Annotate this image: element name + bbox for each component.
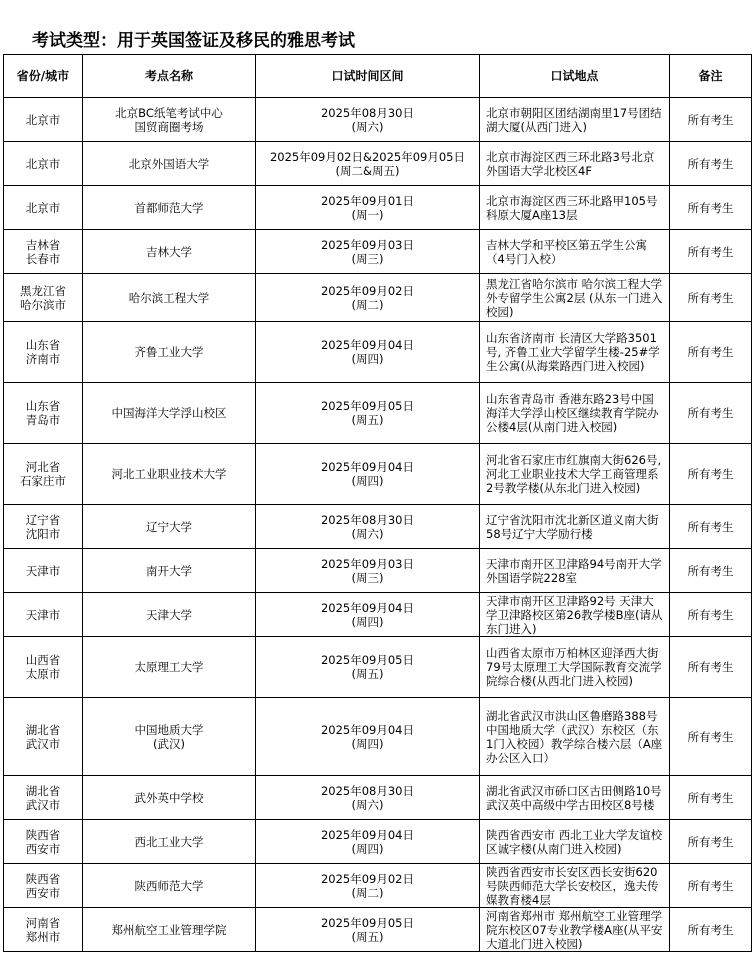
table-row [4, 908, 752, 952]
time-cell [256, 593, 480, 637]
venue-cell [83, 322, 256, 383]
time-cell [256, 322, 480, 383]
venue-cell [83, 908, 256, 952]
table-row [4, 230, 752, 274]
table-row [4, 142, 752, 186]
location-cell: 河南省郑州市 郑州航空工业管理学院东校区07专业教学楼A座(从平安大道北门进入校园) [480, 908, 670, 952]
time-cell [256, 637, 480, 698]
city-cell-line: 山西省 [25, 653, 61, 667]
table-row [4, 274, 752, 322]
time-cell-line: (周四) [351, 474, 384, 488]
time-cell [256, 549, 480, 593]
venue-cell-line: 陕西师范大学 [134, 878, 204, 893]
table-row [4, 186, 752, 230]
venue-cell [83, 864, 256, 908]
venue-cell-line: 中国地质大学 [134, 722, 204, 737]
venue-cell-line: (武汉) [153, 736, 185, 751]
time-cell-line: (周四) [351, 736, 384, 751]
venue-cell-line: 中国海洋大学浮山校区 [111, 406, 227, 420]
city-cell [4, 383, 83, 444]
time-cell-line: 2025年09月04日 [320, 338, 415, 352]
time-cell-line: 2025年09月02日 [320, 871, 415, 886]
time-cell-line: (周四) [351, 841, 384, 856]
city-cell [4, 505, 83, 549]
time-cell [256, 505, 480, 549]
city-cell-line: 西安市 [25, 841, 61, 856]
remarks-cell: 所有考生 [670, 274, 752, 322]
venue-cell [83, 549, 256, 593]
time-cell [256, 98, 480, 142]
venue-cell-line: 北京BC纸笔考试中心 [115, 105, 223, 120]
time-cell-line: (周五) [351, 929, 384, 944]
location-cell: 河北省石家庄市红旗南大街626号,河北工业职业技术大学工商管理系2号教学楼(从东北门进入校园) [480, 444, 670, 505]
city-cell [4, 98, 83, 142]
city-cell-line: 北京市 [25, 156, 61, 171]
city-cell [4, 186, 83, 230]
time-cell-line: (周二&周五) [335, 163, 400, 178]
time-cell-line: 2025年09月01日 [320, 193, 415, 208]
location-cell: 湖北省武汉市硚口区古田侧路10号武汉英中高级中学古田校区8号楼 [480, 776, 670, 820]
location-cell: 陕西省西安市长安区西长安街620号陕西师范大学长安校区，逸夫传媒教育楼4层 [480, 864, 670, 908]
venue-cell [83, 230, 256, 274]
city-cell [4, 142, 83, 186]
table-row [4, 505, 752, 549]
location-cell: 辽宁省沈阳市沈北新区道义南大街58号辽宁大学励行楼 [480, 505, 670, 549]
city-cell [4, 593, 83, 637]
time-cell [256, 698, 480, 776]
time-cell [256, 186, 480, 230]
header-province-city: 省份/城市 [4, 55, 83, 98]
location-cell: 天津市南开区卫津路94号南开大学外国语学院228室 [480, 549, 670, 593]
table-row [4, 820, 752, 864]
remarks-cell: 所有考生 [670, 505, 752, 549]
venue-cell-line: 武外英中学校 [134, 790, 204, 805]
remarks-cell: 所有考生 [670, 864, 752, 908]
venue-cell [83, 444, 256, 505]
location-cell: 吉林大学和平校区第五学生公寓（4号门入校） [480, 230, 670, 274]
header-speaking-time: 口试时间区间 [256, 55, 480, 98]
city-cell-line: 黑龙江省 [20, 283, 66, 298]
table-row [4, 444, 752, 505]
time-cell-line: (周五) [351, 413, 384, 427]
venue-cell-line: 国贸商圈考场 [134, 119, 204, 134]
venue-cell-line: 首都师范大学 [134, 200, 204, 215]
remarks-cell: 所有考生 [670, 593, 752, 637]
city-cell-line: 陕西省 [25, 871, 61, 886]
table-row [4, 593, 752, 637]
venue-cell [83, 98, 256, 142]
time-cell-line: (周三) [351, 251, 384, 266]
time-cell-line: (周六) [351, 119, 384, 134]
city-cell [4, 549, 83, 593]
time-cell [256, 142, 480, 186]
time-cell-line: 2025年09月05日 [320, 653, 415, 667]
city-cell-line: 山东省 [25, 399, 61, 413]
time-cell-line: 2025年09月03日 [320, 237, 415, 252]
remarks-cell: 所有考生 [670, 776, 752, 820]
city-cell-line: 河南省 [25, 915, 61, 930]
city-cell [4, 776, 83, 820]
remarks-cell: 所有考生 [670, 322, 752, 383]
remarks-cell: 所有考生 [670, 383, 752, 444]
header-speaking-location: 口试地点 [480, 55, 670, 98]
header-remarks: 备注 [670, 55, 752, 98]
venue-cell-line: 天津大学 [146, 607, 192, 622]
remarks-cell: 所有考生 [670, 142, 752, 186]
city-cell-line: 吉林省 [25, 237, 61, 252]
city-cell-line: 郑州市 [25, 929, 61, 944]
city-cell-line: 山东省 [25, 338, 61, 352]
city-cell-line: 湖北省 [25, 722, 61, 737]
page-title: 考试类型：用于英国签证及移民的雅思考试 [32, 31, 355, 51]
city-cell-line: 北京市 [25, 200, 61, 215]
remarks-cell: 所有考生 [670, 549, 752, 593]
table-row [4, 549, 752, 593]
city-cell [4, 820, 83, 864]
table-header-row [4, 55, 752, 98]
city-cell-line: 太原市 [25, 667, 61, 681]
venue-cell-line: 吉林大学 [146, 244, 192, 259]
time-cell [256, 230, 480, 274]
city-cell-line: 北京市 [25, 112, 61, 127]
venue-cell [83, 698, 256, 776]
remarks-cell: 所有考生 [670, 444, 752, 505]
location-cell: 山东省青岛市 香港东路23号中国海洋大学浮山校区继续教育学院办公楼4层(从南门进入校园) [480, 383, 670, 444]
city-cell [4, 444, 83, 505]
remarks-cell: 所有考生 [670, 186, 752, 230]
time-cell-line: 2025年08月30日 [320, 105, 415, 120]
table-row [4, 776, 752, 820]
remarks-cell: 所有考生 [670, 908, 752, 952]
venue-cell [83, 637, 256, 698]
time-cell-line: (周三) [351, 570, 384, 585]
time-cell-line: (周二) [351, 885, 384, 900]
venue-cell-line: 太原理工大学 [134, 660, 204, 674]
time-cell-line: 2025年09月02日 [320, 283, 415, 298]
venue-cell [83, 383, 256, 444]
table-body [4, 98, 752, 952]
city-cell-line: 辽宁省 [25, 512, 61, 527]
city-cell-line: 武汉市 [25, 736, 61, 751]
time-cell-line: (周四) [351, 352, 384, 366]
time-cell-line: 2025年09月04日 [320, 460, 415, 474]
venue-cell [83, 593, 256, 637]
location-cell: 天津市南开区卫津路92号 天津大学卫津路校区第26教学楼B座(请从东门进入) [480, 593, 670, 637]
venue-cell [83, 142, 256, 186]
venue-cell [83, 505, 256, 549]
time-cell-line: 2025年08月30日 [320, 512, 415, 527]
remarks-cell: 所有考生 [670, 637, 752, 698]
location-cell: 陕西省西安市 西北工业大学友谊校区诚字楼(从南门进入校园) [480, 820, 670, 864]
city-cell-line: 沈阳市 [25, 526, 61, 541]
venue-cell-line: 郑州航空工业管理学院 [111, 922, 227, 937]
time-cell-line: 2025年09月04日 [320, 600, 415, 615]
location-cell: 山东省济南市 长清区大学路3501号, 齐鲁工业大学留学生楼-25#学生公寓(从海棠路西门进入校园) [480, 322, 670, 383]
time-cell-line: (周六) [351, 526, 384, 541]
time-cell [256, 908, 480, 952]
city-cell-line: 长春市 [25, 251, 61, 266]
venue-cell-line: 西北工业大学 [134, 834, 204, 849]
remarks-cell: 所有考生 [670, 820, 752, 864]
table-row [4, 864, 752, 908]
city-cell-line: 青岛市 [25, 413, 61, 427]
time-cell-line: 2025年09月03日 [320, 556, 415, 571]
city-cell-line: 济南市 [25, 352, 61, 366]
time-cell [256, 864, 480, 908]
city-cell-line: 湖北省 [25, 783, 61, 798]
venue-cell-line: 河北工业职业技术大学 [111, 467, 227, 481]
table-row [4, 383, 752, 444]
city-cell [4, 274, 83, 322]
table-row [4, 98, 752, 142]
time-cell [256, 274, 480, 322]
venue-cell [83, 186, 256, 230]
venue-cell-line: 北京外国语大学 [128, 156, 210, 171]
city-cell [4, 230, 83, 274]
remarks-cell: 所有考生 [670, 230, 752, 274]
venue-cell-line: 辽宁大学 [146, 519, 192, 534]
city-cell-line: 陕西省 [25, 827, 61, 842]
venue-cell-line: 南开大学 [146, 563, 192, 578]
city-cell-line: 河北省 [25, 460, 61, 474]
location-cell: 北京市朝阳区团结湖南里17号团结湖大厦(从西门进入) [480, 98, 670, 142]
time-cell [256, 444, 480, 505]
remarks-cell: 所有考生 [670, 698, 752, 776]
time-cell-line: (周二) [351, 297, 384, 312]
city-cell-line: 天津市 [25, 563, 61, 578]
header-venue-name: 考点名称 [83, 55, 256, 98]
time-cell [256, 820, 480, 864]
city-cell-line: 石家庄市 [20, 474, 66, 488]
time-cell-line: (周六) [351, 797, 384, 812]
table-row [4, 322, 752, 383]
city-cell-line: 西安市 [25, 885, 61, 900]
time-cell [256, 383, 480, 444]
location-cell: 北京市海淀区西三环北路甲105号科原大厦A座13层 [480, 186, 670, 230]
venue-cell [83, 820, 256, 864]
venue-cell-line: 哈尔滨工程大学 [128, 290, 210, 305]
city-cell [4, 637, 83, 698]
time-cell-line: (周一) [351, 207, 384, 222]
city-cell-line: 天津市 [25, 607, 61, 622]
time-cell-line: 2025年09月04日 [320, 827, 415, 842]
location-cell: 黑龙江省哈尔滨市 哈尔滨工程大学外专留学生公寓2层 (从东一门进入校园) [480, 274, 670, 322]
time-cell-line: 2025年09月04日 [320, 722, 415, 737]
time-cell-line: 2025年09月02日&2025年09月05日 [269, 149, 466, 164]
venue-cell [83, 274, 256, 322]
time-cell-line: 2025年09月05日 [320, 915, 415, 930]
table-row [4, 698, 752, 776]
time-cell [256, 776, 480, 820]
city-cell [4, 864, 83, 908]
location-cell: 湖北省武汉市洪山区鲁磨路388号中国地质大学（武汉）东校区（东1门入校园）教学综合楼六层（A座办公区入口） [480, 698, 670, 776]
remarks-cell: 所有考生 [670, 98, 752, 142]
venue-cell-line: 齐鲁工业大学 [134, 345, 204, 359]
location-cell: 北京市海淀区西三环北路3号北京外国语大学北校区4F [480, 142, 670, 186]
location-cell: 山西省太原市万柏林区迎泽西大街79号太原理工大学国际教育交流学院综合楼(从西北门进入校园) [480, 637, 670, 698]
city-cell [4, 322, 83, 383]
exam-schedule-table [3, 54, 752, 952]
city-cell-line: 武汉市 [25, 797, 61, 812]
time-cell-line: (周四) [351, 614, 384, 629]
table-row [4, 637, 752, 698]
venue-cell [83, 776, 256, 820]
city-cell [4, 698, 83, 776]
time-cell-line: 2025年08月30日 [320, 783, 415, 798]
city-cell-line: 哈尔滨市 [20, 297, 66, 312]
city-cell [4, 908, 83, 952]
time-cell-line: (周五) [351, 667, 384, 681]
time-cell-line: 2025年09月05日 [320, 399, 415, 413]
